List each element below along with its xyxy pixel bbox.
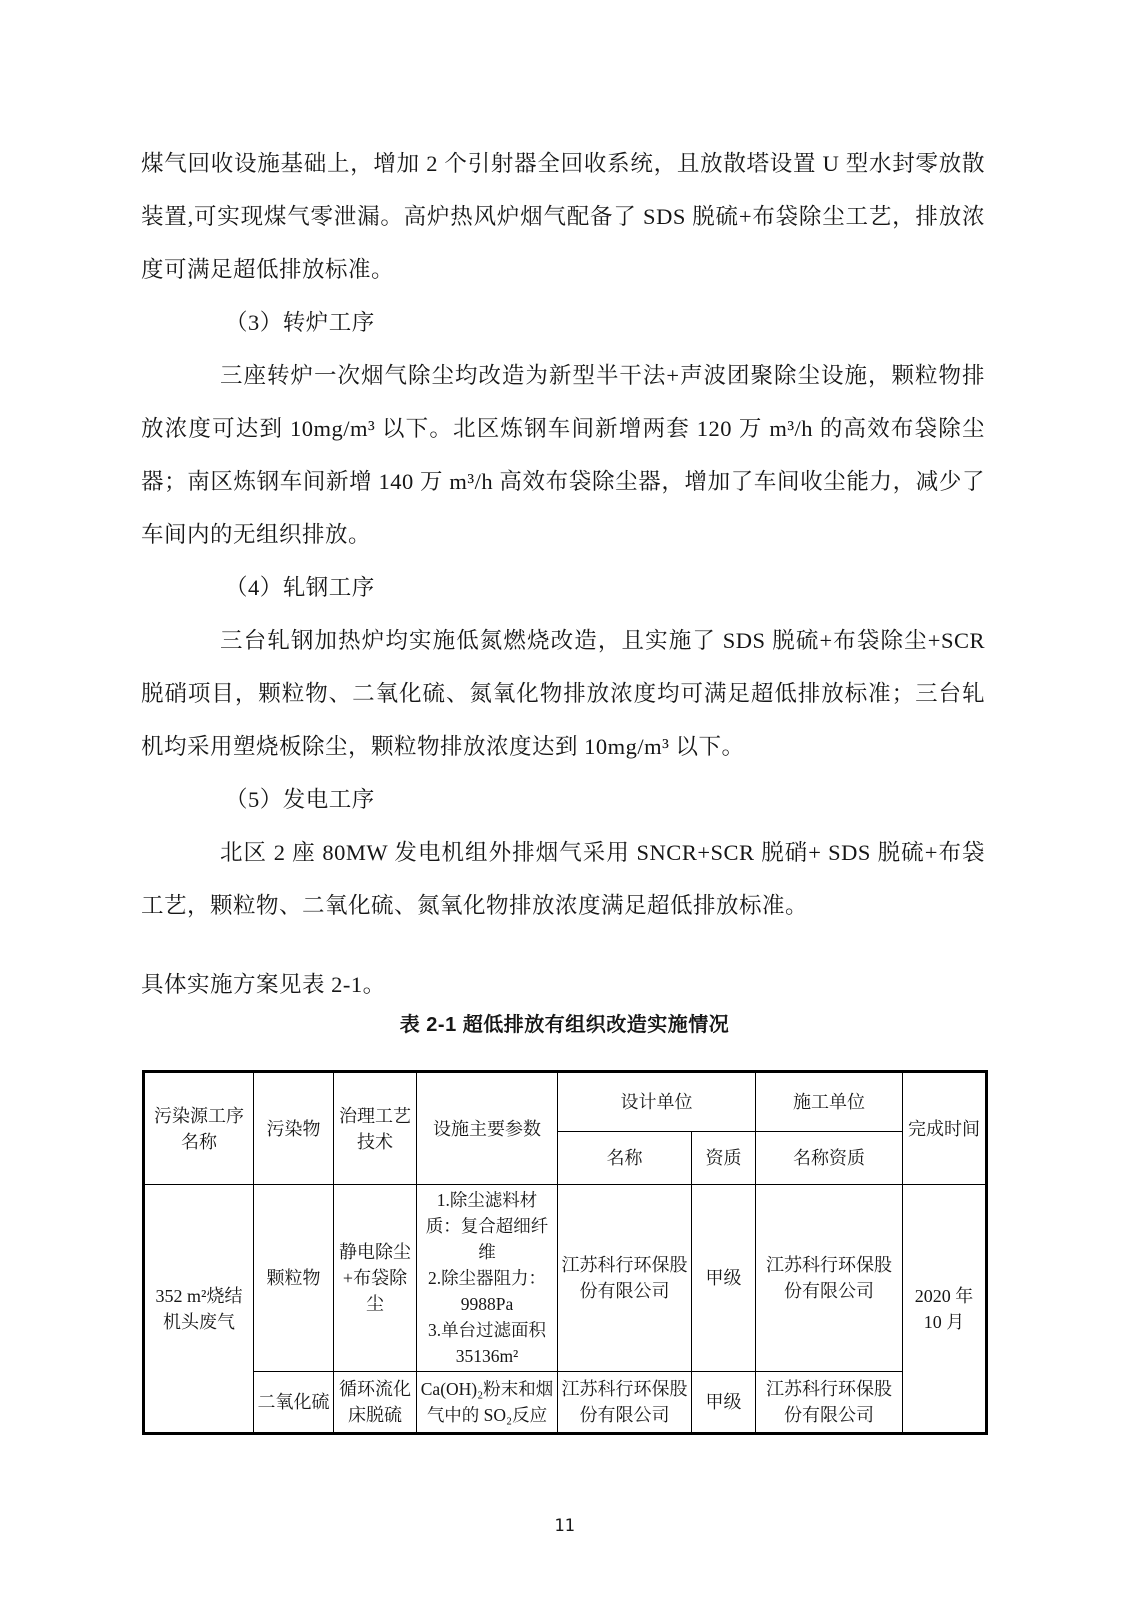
header-design-name: 名称 bbox=[558, 1132, 692, 1185]
table-title: 表 2-1 超低排放有组织改造实施情况 bbox=[399, 1014, 730, 1036]
cell-pollutant: 颗粒物 bbox=[254, 1185, 334, 1372]
cell-design-name: 江苏科行环保股份有限公司 bbox=[558, 1372, 692, 1434]
cell-technology: 静电除尘+布袋除尘 bbox=[334, 1185, 417, 1372]
heading-converter-process: （3）转炉工序 bbox=[225, 310, 375, 335]
body-text bbox=[141, 137, 985, 1011]
cell-parameters: Ca(OH)₂粉末和烟气中的 SO₂反应 bbox=[417, 1372, 558, 1434]
cell-source: 352 m²烧结机头废气 bbox=[144, 1185, 254, 1434]
parameter-item: 3.单台过滤面积35136m² bbox=[427, 1320, 547, 1366]
cell-technology: 循环流化床脱硫 bbox=[334, 1372, 417, 1434]
header-parameters: 设施主要参数 bbox=[417, 1072, 558, 1185]
paragraph-rolling-process: 三台轧钢加热炉均实施低氮燃烧改造，且实施了 SDS 脱硫+布袋除尘+SCR 脱硝项目，颗粒物、二氧化硫、氮氧化物排放浓度均可满足超低排放标准；三台轧机均采用塑烧板除尘，颗粒物排放浓度达到 10mg/m³ 以下。 bbox=[141, 628, 985, 759]
cell-pollutant: 二氧化硫 bbox=[254, 1372, 334, 1434]
heading-power-process: （5）发电工序 bbox=[225, 787, 375, 812]
header-construction-name-qualification: 名称资质 bbox=[756, 1132, 903, 1185]
paragraph-power-process: 北区 2 座 80MW 发电机组外排烟气采用 SNCR+SCR 脱硝+ SDS 脱硫+布袋工艺，颗粒物、二氧化硫、氮氧化物排放浓度满足超低排放标准。 bbox=[141, 840, 985, 918]
header-design-unit: 设计单位 bbox=[558, 1072, 756, 1132]
cell-completion-time: 2020 年 10 月 bbox=[903, 1185, 987, 1434]
cell-design-qualification: 甲级 bbox=[692, 1185, 756, 1372]
cell-construction: 江苏科行环保股份有限公司 bbox=[756, 1372, 903, 1434]
implementation-table bbox=[142, 1070, 988, 1435]
header-design-qualification: 资质 bbox=[692, 1132, 756, 1185]
header-technology: 治理工艺技术 bbox=[334, 1072, 417, 1185]
parameter-item: 1.除尘滤料材质：复合超细纤维 bbox=[425, 1190, 549, 1262]
table-section bbox=[142, 1008, 987, 1435]
header-pollutant: 污染物 bbox=[254, 1072, 334, 1185]
cell-design-qualification: 甲级 bbox=[692, 1372, 756, 1434]
header-source: 污染源工序名称 bbox=[144, 1072, 254, 1185]
cell-design-name: 江苏科行环保股份有限公司 bbox=[558, 1185, 692, 1372]
parameter-item: 2.除尘器阻力：9988Pa bbox=[427, 1268, 547, 1314]
paragraph-converter-process: 三座转炉一次烟气除尘均改造为新型半干法+声波团聚除尘设施，颗粒物排放浓度可达到 10mg/m³ 以下。北区炼钢车间新增两套 120 万 m³/h 的高效布袋除尘器；南区炼钢车间新增 140 万 m³/h 高效布袋除尘器，增加了车间收尘能力，减少了车间内的无组织排放。 bbox=[141, 363, 985, 547]
heading-rolling-process: （4）轧钢工序 bbox=[225, 575, 375, 600]
header-completion-time: 完成时间 bbox=[903, 1072, 987, 1185]
paragraph-gas-recovery: 煤气回收设施基础上，增加 2 个引射器全回收系统，且放散塔设置 U 型水封零放散装置,可实现煤气零泄漏。高炉热风炉烟气配备了 SDS 脱硫+布袋除尘工艺，排放浓度可满足超低排放标准。 bbox=[141, 151, 985, 282]
cell-construction: 江苏科行环保股份有限公司 bbox=[756, 1185, 903, 1372]
page-number: 11 bbox=[554, 1516, 575, 1536]
paragraph-table-reference: 具体实施方案见表 2-1。 bbox=[141, 972, 386, 997]
cell-parameters bbox=[417, 1185, 558, 1372]
header-construction-unit: 施工单位 bbox=[756, 1072, 903, 1132]
